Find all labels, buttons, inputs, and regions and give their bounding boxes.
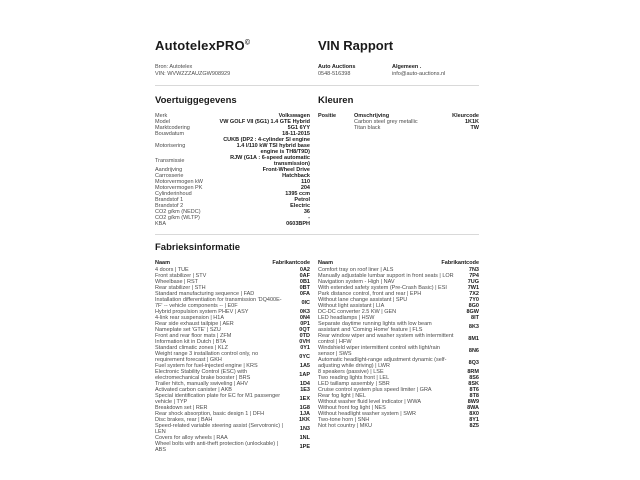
app-brand bbox=[155, 38, 318, 53]
factory-item-name: Two-tone horn | SNH bbox=[318, 416, 370, 423]
vehicle-field-value: VW GOLF VII (5G1) 1.4 GTE Hybrid bbox=[219, 118, 310, 125]
vehicle-field-value: 36 bbox=[303, 208, 310, 215]
color-kleurcode: TW bbox=[470, 124, 479, 131]
factory-item-name: Trailer hitch, manually swiveling | AHV bbox=[155, 380, 248, 387]
meta-source-block bbox=[155, 64, 318, 78]
vehicle-section-title: Voertuiggegevens bbox=[155, 94, 237, 106]
factory-item-code: 0Y1 bbox=[300, 344, 310, 351]
general-email: info@auto-auctions.nl bbox=[392, 70, 446, 77]
vehicle-field-value: Front-Wheel Drive bbox=[262, 166, 310, 173]
factory-row bbox=[318, 357, 479, 369]
vehicle-field-value: CUKB (DP2 : 4-cylinder SI engine 1.4 l/110 kW TSI hybrid base engine is TH8/T9D) bbox=[223, 136, 310, 155]
vehicle-section bbox=[155, 93, 310, 227]
factory-item-code: 8K3 bbox=[468, 323, 479, 330]
vehicle-field-label: Merk bbox=[155, 112, 168, 119]
report-title: VIN Rapport bbox=[318, 38, 394, 53]
factory-item-code: 0TD bbox=[299, 332, 310, 339]
factory-item-code: 8T8 bbox=[469, 392, 479, 399]
factory-item-name: Electronic Stability Control (ESC) with electromechanical brake booster | BRS bbox=[155, 368, 251, 381]
colors-header-kleurcode: Kleurcode bbox=[452, 112, 479, 119]
vehicle-field-label: Motorvermogen kW bbox=[155, 178, 203, 185]
factory-item-code: 8T6 bbox=[469, 386, 479, 393]
factory-item-code: 8Q3 bbox=[468, 359, 479, 366]
vehicle-field-label: Motorisering bbox=[155, 142, 186, 149]
factory-name-header: Naam bbox=[318, 259, 333, 266]
vehicle-field-label: Motorvermogen PK bbox=[155, 184, 203, 191]
vehicle-rows bbox=[155, 113, 310, 227]
factory-row bbox=[318, 333, 479, 345]
factory-row bbox=[155, 351, 310, 363]
factory-right-column bbox=[318, 260, 479, 453]
vehicle-field-label: Transmissie bbox=[155, 157, 185, 164]
factory-item-code: 1KK bbox=[298, 416, 310, 423]
source-line: Bron: Autotelex bbox=[155, 64, 193, 70]
factory-columns bbox=[155, 260, 479, 453]
factory-item-code: 1G8 bbox=[299, 404, 310, 411]
company-phone: 0548-516398 bbox=[318, 70, 351, 77]
factory-item-code: 0A2 bbox=[299, 266, 310, 273]
factory-item-code: 0P1 bbox=[300, 320, 310, 327]
copyright-mark: © bbox=[244, 39, 251, 47]
factory-section-title: Fabrieksinformatie bbox=[155, 241, 240, 253]
vehicle-field-value: 110 bbox=[301, 178, 310, 185]
factory-item-code: 0N4 bbox=[299, 314, 310, 321]
factory-left-header bbox=[155, 260, 310, 266]
factory-item-code: 1PE bbox=[299, 443, 310, 450]
factory-item-name: Rear fog light | NEL bbox=[318, 392, 366, 399]
factory-item-name: Not hot country | MKU bbox=[318, 422, 373, 429]
factory-item-name: Rear side exhaust tailpipe | AER bbox=[155, 320, 234, 327]
factory-item-code: 8Z5 bbox=[469, 422, 479, 429]
factory-item-name: DC-DC converter 2.5 KW | GEN bbox=[318, 308, 397, 315]
meta-general-block bbox=[392, 64, 479, 78]
factory-item-code: 1EX bbox=[299, 395, 310, 402]
factory-item-name: Hybrid propulsion system PHEV | ASY bbox=[155, 308, 249, 315]
vehicle-field-value: - bbox=[308, 214, 310, 221]
factory-item-name: Manually adjustable lumbar support in front seats | LOR bbox=[318, 272, 454, 279]
factory-item-code: 1NL bbox=[299, 434, 310, 441]
vin-line: VIN: WVWZZZAUZGW908929 bbox=[155, 70, 231, 77]
vehicle-field-value: 5G1 6YY bbox=[287, 124, 310, 131]
factory-item-name: Covers for alloy wheels | RAA bbox=[155, 434, 228, 441]
factory-row bbox=[155, 441, 310, 453]
factory-item-name: Nameplate set 'GTE' | SZU bbox=[155, 326, 221, 333]
factory-item-name: 4 doors | TUE bbox=[155, 266, 189, 273]
factory-left-rows bbox=[155, 267, 310, 453]
factory-item-name: Cruise control system plus speed limiter | GRA bbox=[318, 386, 432, 393]
factory-item-name: Two reading lights front | LEL bbox=[318, 374, 390, 381]
vehicle-field-value: Hatchback bbox=[282, 172, 310, 179]
color-rows bbox=[318, 119, 479, 131]
factory-item-code: 8G0 bbox=[468, 302, 479, 309]
factory-item-name: LED headlamps | HSW bbox=[318, 314, 375, 321]
vehicle-field-label: Brandstof 2 bbox=[155, 202, 184, 209]
factory-item-code: 8WA bbox=[467, 404, 479, 411]
factory-item-code: 7P4 bbox=[469, 272, 479, 279]
factory-row bbox=[318, 345, 479, 357]
factory-item-code: 7UG bbox=[467, 278, 479, 285]
factory-code-header: Fabrikantcode bbox=[272, 259, 310, 266]
vehicle-field-label: Carrosserie bbox=[155, 172, 184, 179]
brand-text: AutotelexPRO bbox=[155, 38, 245, 53]
divider bbox=[155, 234, 479, 235]
factory-item-name: Activated carbon canister | AKB bbox=[155, 386, 232, 393]
factory-item-name: 8 speakers (passive) | LSE bbox=[318, 368, 384, 375]
factory-item-code: 0YC bbox=[299, 353, 310, 360]
factory-item-name: LED taillamp assembly | SBR bbox=[318, 380, 390, 387]
factory-item-code: 0K3 bbox=[299, 308, 310, 315]
factory-item-name: Separate daytime running lights with low beam assistant and 'Coming Home' feature | FLS bbox=[318, 320, 432, 333]
factory-item-name: 4-link rear suspension | H1A bbox=[155, 314, 224, 321]
factory-row bbox=[155, 393, 310, 405]
factory-item-code: 7N3 bbox=[468, 266, 479, 273]
color-omschrijving: Titan black bbox=[354, 124, 381, 131]
factory-item-code: 0QT bbox=[299, 326, 310, 333]
factory-item-name: Front and rear floor mats | ZFM bbox=[155, 332, 232, 339]
vehicle-field-value: Volkswagen bbox=[278, 112, 310, 119]
factory-item-name: Weight range 3 installation control only, no requirement forecast | GKH bbox=[155, 350, 259, 363]
report-meta bbox=[155, 64, 479, 78]
colors-header-positie: Positie bbox=[318, 112, 337, 119]
factory-row bbox=[155, 423, 310, 435]
factory-item-name: Speed-related variable steering assist (Servotronic) | LEN bbox=[155, 422, 283, 435]
factory-section bbox=[155, 242, 479, 453]
factory-item-code: 8Y1 bbox=[469, 416, 479, 423]
factory-item-code: 8GW bbox=[466, 308, 479, 315]
meta-company-block bbox=[318, 64, 392, 78]
factory-item-name: Special identification plate for EC for M1 passenger vehicle | TYP bbox=[155, 392, 281, 405]
vehicle-field-value: Petrol bbox=[294, 196, 310, 203]
factory-item-code: 8X0 bbox=[469, 410, 479, 417]
factory-item-name: Fuel system for fuel-injected engine | KRS bbox=[155, 362, 258, 369]
factory-item-code: 8SK bbox=[468, 380, 479, 387]
vehicle-field-value: 204 bbox=[300, 184, 310, 191]
factory-item-code: 8IT bbox=[471, 314, 479, 321]
factory-row bbox=[318, 321, 479, 333]
factory-item-code: 7X2 bbox=[469, 290, 479, 297]
factory-item-name: Wheelbase | RST bbox=[155, 278, 199, 285]
factory-name-header: Naam bbox=[155, 259, 170, 266]
factory-item-code: 1N3 bbox=[299, 425, 310, 432]
factory-item-name: Standard climatic zones | KLZ bbox=[155, 344, 228, 351]
divider bbox=[155, 85, 479, 86]
company-name: Auto Auctions bbox=[318, 64, 356, 70]
factory-item-code: 1E3 bbox=[300, 386, 310, 393]
factory-item-name: Installation differentiation for transmission 'DQ400E-7F' -- vehicle components -- | E0F bbox=[155, 296, 282, 309]
vehicle-field-value: 0603BPH bbox=[286, 220, 310, 227]
vehicle-row bbox=[155, 137, 310, 155]
color-omschrijving: Carbon steel grey metallic bbox=[354, 118, 418, 125]
factory-item-code: 7Y0 bbox=[469, 296, 479, 303]
general-label: Algemeen . bbox=[392, 64, 422, 70]
factory-item-code: 8M1 bbox=[468, 335, 479, 342]
colors-header-omschrijving: Omschrijving bbox=[354, 112, 390, 119]
factory-right-rows bbox=[318, 267, 479, 429]
factory-item-name: Rear window wiper and washer system with intermittent control | HFW bbox=[318, 332, 454, 345]
factory-item-name: Navigation system - High | NAV bbox=[318, 278, 395, 285]
vehicle-field-label: Brandstof 1 bbox=[155, 196, 184, 203]
factory-item-name: Information kit in Dutch | BTA bbox=[155, 338, 227, 345]
vehicle-row bbox=[155, 221, 310, 227]
vehicle-field-value: 18-11-2015 bbox=[282, 130, 310, 137]
vin-report-page bbox=[155, 38, 479, 453]
factory-item-code: 0IC bbox=[301, 299, 310, 306]
factory-item-name: Without headlight washer system | SWR bbox=[318, 410, 417, 417]
vehicle-field-value: 1395 ccm bbox=[285, 190, 310, 197]
factory-item-code: 1D4 bbox=[299, 380, 310, 387]
vehicle-field-value: Electric bbox=[290, 202, 310, 209]
factory-code-header: Fabrikantcode bbox=[441, 259, 479, 266]
vehicle-field-label: KBA bbox=[155, 220, 167, 227]
factory-item-code: 0B1 bbox=[299, 278, 310, 285]
factory-item-name: Front stabilizer | STV bbox=[155, 272, 207, 279]
factory-item-code: 8RM bbox=[467, 368, 479, 375]
vehicle-field-label: Model bbox=[155, 118, 170, 125]
colors-section bbox=[318, 93, 479, 227]
factory-item-name: Without light assistant | LIA bbox=[318, 302, 385, 309]
factory-item-code: 1JA bbox=[299, 410, 310, 417]
factory-item-code: 8N6 bbox=[468, 347, 479, 354]
factory-item-name: Comfort tray on roof liner | ALS bbox=[318, 266, 394, 273]
factory-left-column bbox=[155, 260, 310, 453]
factory-item-code: 8S6 bbox=[469, 374, 479, 381]
factory-item-name: Standard manufacturing sequence | FAD bbox=[155, 290, 255, 297]
factory-item-name: Without front fog light | NES bbox=[318, 404, 386, 411]
vehicle-field-value: RJW (G1A : 6-speed automatic transmission) bbox=[230, 154, 310, 167]
factory-item-code: 0AF bbox=[299, 272, 310, 279]
factory-row bbox=[155, 369, 310, 381]
vehicle-field-label: CO2 g/km (WLTP) bbox=[155, 214, 200, 221]
factory-item-code: 1AP bbox=[299, 371, 310, 378]
vehicle-and-colors bbox=[155, 93, 479, 227]
vehicle-row bbox=[155, 155, 310, 167]
factory-item-code: 0VH bbox=[299, 338, 310, 345]
factory-item-name: Wheel bolts with anti-theft protection (unlockable) | ABS bbox=[155, 440, 279, 453]
color-row bbox=[318, 125, 479, 131]
factory-item-name: Without lane change assistant | SPU bbox=[318, 296, 408, 303]
color-kleurcode: 1K1K bbox=[464, 118, 479, 125]
factory-row bbox=[318, 423, 479, 429]
colors-section-title: Kleuren bbox=[318, 94, 354, 106]
vehicle-field-label: Bouwdatum bbox=[155, 130, 185, 137]
factory-item-name: Park distance control, front and rear | EPH bbox=[318, 290, 422, 297]
factory-item-name: Automatic headlight-range adjustment dynamic (self-adjusting while driving) | LWR bbox=[318, 356, 447, 369]
factory-item-code: 7W1 bbox=[467, 284, 479, 291]
report-header bbox=[155, 38, 479, 53]
vehicle-field-label: Aandrijving bbox=[155, 166, 183, 173]
factory-right-header bbox=[318, 260, 479, 266]
factory-item-code: 8W9 bbox=[467, 398, 479, 405]
factory-item-name: Rear shock absorption, basic design 1 | DFH bbox=[155, 410, 265, 417]
factory-item-name: Rear stabilizer | STH bbox=[155, 284, 206, 291]
vehicle-field-label: Cylinderinhoud bbox=[155, 190, 192, 197]
factory-item-name: Without washer fluid level indicator | WWA bbox=[318, 398, 422, 405]
factory-item-code: 0BT bbox=[299, 284, 310, 291]
factory-item-name: Windshield wiper intermittent control with light/rain sensor | SWS bbox=[318, 344, 440, 357]
factory-item-code: 0FA bbox=[299, 290, 310, 297]
factory-item-name: Disc brakes, rear | BAH bbox=[155, 416, 213, 423]
vehicle-field-label: Marktcodering bbox=[155, 124, 190, 131]
vehicle-field-label: CO2 g/km (NEDC) bbox=[155, 208, 201, 215]
factory-row bbox=[155, 297, 310, 309]
factory-item-name: With extended safety system (Pre-Crash Basic) | ESI bbox=[318, 284, 447, 291]
factory-item-code: 1A5 bbox=[299, 362, 310, 369]
factory-item-name: Breakdown set | RER bbox=[155, 404, 208, 411]
